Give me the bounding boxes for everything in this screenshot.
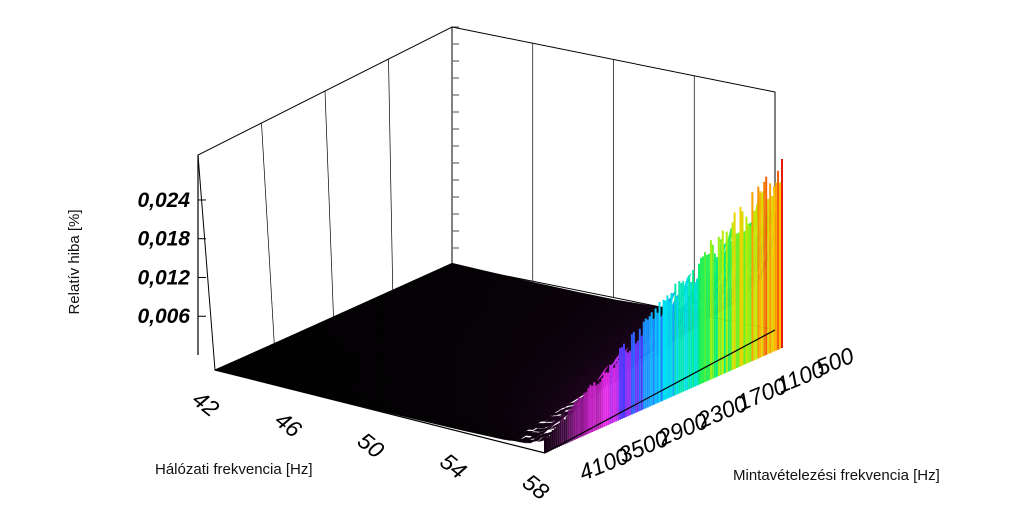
left-wall-gridline: [325, 91, 334, 318]
left-wall-gridline: [262, 123, 275, 344]
y-tick-label: 2900: [654, 407, 712, 451]
z-tick-label: 0,012: [137, 266, 190, 290]
z-tick-label: 0,006: [137, 305, 190, 329]
x-tick-label: 54: [435, 447, 472, 485]
x-tick-label: 58: [517, 468, 555, 505]
x-axis-title: Hálózati frekvencia [Hz]: [155, 461, 313, 478]
y-tick-label: 1700: [733, 372, 791, 416]
left-wall-gridline: [389, 59, 393, 291]
x-tick-label: 46: [270, 406, 307, 443]
y-tick-label: 500: [812, 342, 858, 381]
z-axis-title: Relatív hiba [%]: [66, 209, 83, 315]
z-tick-label: 0,024: [137, 188, 190, 212]
y-tick-label: 3500: [614, 424, 672, 469]
z-axis-ticks: [137, 189, 206, 328]
z-tick-label: 0,018: [137, 227, 190, 251]
x-tick-label: 42: [187, 385, 225, 422]
y-axis-title: Mintavételezési frekvencia [Hz]: [733, 467, 940, 484]
x-tick-label: 50: [352, 427, 390, 464]
y-tick-label: 2300: [693, 389, 751, 434]
y-tick-label: 4100: [575, 442, 633, 486]
y-tick-label: 1100: [772, 355, 829, 399]
